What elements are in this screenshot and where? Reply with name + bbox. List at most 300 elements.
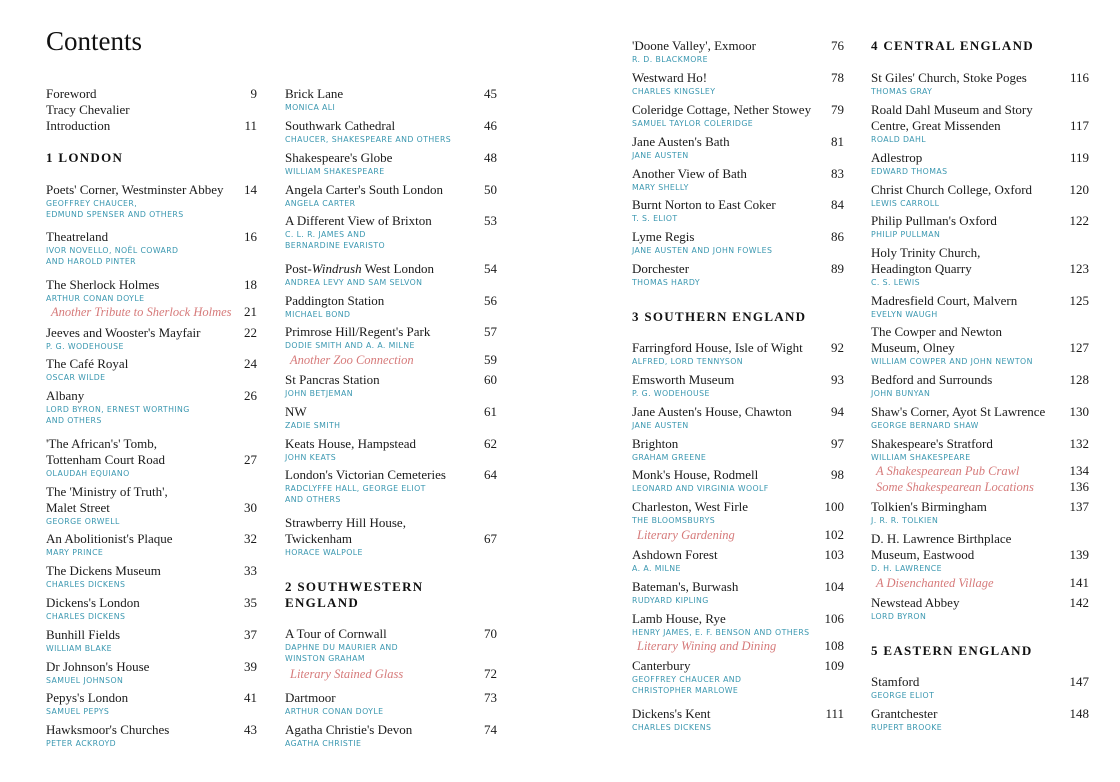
entry-title xyxy=(285,118,497,134)
author-name xyxy=(871,86,1089,97)
entry-title xyxy=(285,182,497,198)
entry-title-line: The Café Royal xyxy=(46,356,129,371)
entry-title-line: St Pancras Station xyxy=(285,372,380,387)
page-number: 122 xyxy=(1069,213,1089,228)
author-name xyxy=(632,54,844,65)
entry-title xyxy=(871,213,1089,229)
page-number: 21 xyxy=(244,304,257,319)
author-line: R. D. BLACKMORE xyxy=(632,55,708,64)
toc-entry xyxy=(46,484,257,527)
entry-title-line: Bunhill Fields xyxy=(46,627,121,642)
entry-title xyxy=(632,70,844,86)
entry-title xyxy=(871,531,1089,563)
entry-title xyxy=(285,261,497,277)
toc-entry xyxy=(871,706,1089,733)
author-name xyxy=(285,706,497,717)
page-number: 56 xyxy=(484,293,497,308)
toc-column xyxy=(871,0,1089,782)
author-name xyxy=(285,166,497,177)
entry-title-line: Strawberry Hill House, xyxy=(285,515,406,530)
page-number: 60 xyxy=(484,372,497,387)
author-name xyxy=(871,198,1089,209)
entry-title-line: Brighton xyxy=(632,436,679,451)
entry-title-line: Theatreland xyxy=(46,229,109,244)
entry-title-line: Albany xyxy=(46,388,85,403)
author-line: T. S. ELIOT xyxy=(632,214,678,223)
entry-title-line: Bedford and Surrounds xyxy=(871,372,993,387)
author-line: JOHN KEATS xyxy=(285,453,337,462)
author-name xyxy=(632,245,844,256)
toc-entry xyxy=(871,674,1089,701)
toc-entry xyxy=(632,436,844,463)
entry-title-line: Museum, Olney xyxy=(871,340,955,355)
toc-entry xyxy=(632,706,844,733)
author-line: WILLIAM SHAKESPEARE xyxy=(285,167,385,176)
page-number: 84 xyxy=(831,197,844,212)
author-line: DAPHNE DU MAURIER AND xyxy=(285,643,399,652)
toc-entry xyxy=(46,531,257,558)
page-number: 76 xyxy=(831,38,844,53)
toc-entry xyxy=(285,150,497,177)
author-name xyxy=(285,420,497,431)
entry-title-line: The Cowper and Newton xyxy=(871,324,1003,339)
author-name xyxy=(632,420,844,431)
page-number: 103 xyxy=(824,547,844,562)
author-line: CHARLES KINGSLEY xyxy=(632,87,716,96)
entry-title-line: Grantchester xyxy=(871,706,938,721)
toc-entry xyxy=(632,134,844,161)
page-number: 100 xyxy=(824,499,844,514)
entry-title xyxy=(632,467,844,483)
author-line: P. G. WODEHOUSE xyxy=(46,342,124,351)
entry-title-line: Shaw's Corner, Ayot St Lawrence xyxy=(871,404,1046,419)
page-number: 24 xyxy=(244,356,257,371)
toc-column xyxy=(46,0,257,782)
author-name xyxy=(871,690,1089,701)
entry-title xyxy=(285,626,497,642)
author-line: ARTHUR CONAN DOYLE xyxy=(46,294,145,303)
author-line: GEORGE BERNARD SHAW xyxy=(871,421,979,430)
toc-entry xyxy=(285,324,497,351)
sub-entry-title: A Disenchanted Village xyxy=(876,576,994,590)
entry-title xyxy=(285,690,497,706)
entry-title xyxy=(871,182,1089,198)
author-name xyxy=(285,277,497,288)
toc-entry xyxy=(871,245,1089,288)
entry-title xyxy=(46,325,257,341)
author-name xyxy=(285,102,497,113)
toc-entry xyxy=(46,356,257,383)
toc-entry xyxy=(871,499,1089,526)
page-number: 109 xyxy=(824,658,844,673)
page-number: 67 xyxy=(484,531,497,546)
page-number: 79 xyxy=(831,102,844,117)
toc-entry xyxy=(46,595,257,622)
entry-title-line: Jeeves and Wooster's Mayfair xyxy=(46,325,201,340)
toc-entry xyxy=(632,261,844,288)
entry-title xyxy=(285,404,497,420)
toc-column xyxy=(285,0,497,782)
entry-title xyxy=(871,674,1089,690)
entry-title-line: Poets' Corner, Westminster Abbey xyxy=(46,182,224,197)
author-line: ARTHUR CONAN DOYLE xyxy=(285,707,384,716)
entry-title-line: Lyme Regis xyxy=(632,229,695,244)
entry-title xyxy=(632,611,844,627)
toc-entry xyxy=(46,690,257,717)
author-name xyxy=(871,388,1089,399)
author-line: MONICA ALI xyxy=(285,103,336,112)
author-name xyxy=(46,293,257,304)
section-heading xyxy=(632,309,844,325)
toc-entry xyxy=(632,229,844,256)
toc-entry xyxy=(871,404,1089,431)
entry-title-line: Tolkien's Birmingham xyxy=(871,499,987,514)
toc-entry xyxy=(285,515,497,558)
page-number: 22 xyxy=(244,325,257,340)
section-heading xyxy=(46,150,257,166)
entry-title xyxy=(632,404,844,420)
author-name xyxy=(632,86,844,97)
page-number: 132 xyxy=(1069,436,1089,451)
author-name xyxy=(285,388,497,399)
page-number: 92 xyxy=(831,340,844,355)
sub-entry-title: Another Tribute to Sherlock Holmes xyxy=(51,305,232,319)
author-line: THOMAS GRAY xyxy=(871,87,933,96)
sub-entry xyxy=(871,479,1089,495)
author-name xyxy=(46,579,257,590)
author-line: EVELYN WAUGH xyxy=(871,310,938,319)
author-name xyxy=(46,468,257,479)
author-name xyxy=(632,563,844,574)
entry-title-line: Adlestrop xyxy=(871,150,923,165)
entry-title xyxy=(46,484,257,516)
sub-entry xyxy=(285,666,497,682)
author-name xyxy=(285,642,497,664)
entry-title-line: Farringford House, Isle of Wight xyxy=(632,340,803,355)
entry-title xyxy=(285,515,497,547)
page-number: 59 xyxy=(484,352,497,367)
author-name xyxy=(632,674,844,696)
toc-entry xyxy=(871,324,1089,367)
author-line: RUPERT BROOKE xyxy=(871,723,943,732)
toc-entry xyxy=(871,102,1089,145)
entry-title xyxy=(46,182,257,198)
page-number: 147 xyxy=(1069,674,1089,689)
page-number: 116 xyxy=(1069,70,1089,85)
author-line: SAMUEL TAYLOR COLERIDGE xyxy=(632,119,754,128)
page-number: 48 xyxy=(484,150,497,165)
author-name xyxy=(46,245,257,267)
entry-title-line: D. H. Lawrence Birthplace xyxy=(871,531,1012,546)
toc-entry xyxy=(46,388,257,426)
entry-title-line: Stamford xyxy=(871,674,920,689)
page-number: 11 xyxy=(244,118,257,133)
entry-title xyxy=(632,38,844,54)
toc-entry xyxy=(46,102,257,118)
page-number: 54 xyxy=(484,261,497,276)
author-line: AND OTHERS xyxy=(46,416,102,425)
author-line: OSCAR WILDE xyxy=(46,373,106,382)
entry-title-line: Jane Austen's Bath xyxy=(632,134,730,149)
sub-entry xyxy=(871,463,1089,479)
entry-title xyxy=(46,722,257,738)
entry-title-line: Headington Quarry xyxy=(871,261,972,276)
page-number: 70 xyxy=(484,626,497,641)
author-name xyxy=(285,483,497,505)
entry-title xyxy=(46,277,257,293)
toc-entry xyxy=(46,659,257,686)
author-name xyxy=(632,277,844,288)
page-number: 117 xyxy=(1069,118,1089,133)
entry-title-line: Hawksmoor's Churches xyxy=(46,722,170,737)
author-name xyxy=(632,722,844,733)
entry-title-line: Westward Ho! xyxy=(632,70,708,85)
entry-title xyxy=(285,324,497,340)
entry-title-line: Dr Johnson's House xyxy=(46,659,150,674)
toc-entry xyxy=(871,150,1089,177)
entry-title xyxy=(632,229,844,245)
page-number: 97 xyxy=(831,436,844,451)
author-line: WINSTON GRAHAM xyxy=(285,654,366,663)
entry-title-line: 'The African's' Tomb, xyxy=(46,436,157,451)
entry-title xyxy=(285,150,497,166)
author-line: GEOFFREY CHAUCER AND xyxy=(632,675,742,684)
toc-entry xyxy=(871,595,1089,622)
toc-entry xyxy=(871,293,1089,320)
page-number: 137 xyxy=(1069,499,1089,514)
entry-title-line: Christ Church College, Oxford xyxy=(871,182,1033,197)
toc-entry xyxy=(632,547,844,574)
entry-title-line: 'Doone Valley', Exmoor xyxy=(632,38,756,53)
entry-title-line: A Tour of Cornwall xyxy=(285,626,387,641)
entry-title-line: Museum, Eastwood xyxy=(871,547,975,562)
sub-entry-title: A Shakespearean Pub Crawl xyxy=(876,464,1020,478)
author-line: LORD BYRON xyxy=(871,612,927,621)
page-number: 120 xyxy=(1069,182,1089,197)
author-name xyxy=(871,229,1089,240)
entry-title xyxy=(46,86,257,102)
author-name xyxy=(871,452,1089,463)
entry-title xyxy=(632,372,844,388)
page-number: 50 xyxy=(484,182,497,197)
entry-title xyxy=(46,595,257,611)
section-heading xyxy=(871,38,1089,54)
entry-title xyxy=(46,531,257,547)
page-number: 43 xyxy=(244,722,257,737)
entry-title xyxy=(632,547,844,563)
page-number: 39 xyxy=(244,659,257,674)
page-number: 72 xyxy=(484,666,497,681)
toc-entry xyxy=(632,166,844,193)
toc-entry xyxy=(46,563,257,590)
entry-title-line: Dartmoor xyxy=(285,690,336,705)
author-name xyxy=(871,166,1089,177)
page-number: 98 xyxy=(831,467,844,482)
toc-entry xyxy=(285,261,497,288)
author-line: A. A. MILNE xyxy=(632,564,681,573)
toc-entry xyxy=(632,340,844,367)
toc-entry xyxy=(632,102,844,129)
author-line: AND HAROLD PINTER xyxy=(46,257,136,266)
author-name xyxy=(871,420,1089,431)
entry-title xyxy=(46,388,257,404)
author-line: MARY PRINCE xyxy=(46,548,104,557)
section-heading-line: 5 EASTERN ENGLAND xyxy=(871,643,1033,658)
author-line: CHARLES DICKENS xyxy=(46,580,126,589)
entry-title xyxy=(871,372,1089,388)
entry-title-line: Foreword xyxy=(46,86,97,101)
entry-title xyxy=(46,118,257,134)
author-line: OLAUDAH EQUIANO xyxy=(46,469,130,478)
entry-title-line: Canterbury xyxy=(632,658,691,673)
page-number: 108 xyxy=(824,638,844,653)
entry-title xyxy=(46,563,257,579)
entry-title-line: Tracy Chevalier xyxy=(46,102,130,117)
author-line: GEOFFREY CHAUCER, xyxy=(46,199,138,208)
entry-title-line: Agatha Christie's Devon xyxy=(285,722,413,737)
page-number: 16 xyxy=(244,229,257,244)
entry-title-line: Holy Trinity Church, xyxy=(871,245,981,260)
page-number: 141 xyxy=(1069,575,1089,590)
italic-word: Windrush xyxy=(311,261,362,276)
toc-column xyxy=(632,0,844,782)
author-name xyxy=(46,706,257,717)
section-heading-line: 3 SOUTHERN ENGLAND xyxy=(632,309,807,324)
author-line: AND OTHERS xyxy=(285,495,341,504)
page-number: 26 xyxy=(244,388,257,403)
page-number: 74 xyxy=(484,722,497,737)
entry-title xyxy=(285,722,497,738)
author-line: GEORGE ORWELL xyxy=(46,517,120,526)
toc-entry xyxy=(285,626,497,664)
toc-entry xyxy=(871,70,1089,97)
toc-entry xyxy=(632,404,844,431)
author-name xyxy=(46,738,257,749)
author-name xyxy=(632,483,844,494)
author-line: LORD BYRON, ERNEST WORTHING xyxy=(46,405,190,414)
entry-title xyxy=(871,404,1089,420)
toc-entry xyxy=(632,467,844,494)
author-line: SAMUEL PEPYS xyxy=(46,707,110,716)
entry-title xyxy=(871,245,1089,277)
author-name xyxy=(632,388,844,399)
entry-title xyxy=(285,213,497,229)
toc-entry xyxy=(46,722,257,749)
author-name xyxy=(632,452,844,463)
author-line: THOMAS HARDY xyxy=(632,278,701,287)
toc-entry xyxy=(871,436,1089,463)
author-line: MARY SHELLY xyxy=(632,183,689,192)
page-number: 18 xyxy=(244,277,257,292)
toc-entry xyxy=(46,325,257,352)
entry-title-line: The Dickens Museum xyxy=(46,563,161,578)
author-line: CHARLES DICKENS xyxy=(632,723,712,732)
author-line: C. L. R. JAMES AND xyxy=(285,230,366,239)
entry-title xyxy=(285,86,497,102)
entry-title-line: Coleridge Cottage, Nether Stowey xyxy=(632,102,812,117)
author-name xyxy=(285,340,497,351)
toc-entry xyxy=(46,229,257,267)
entry-title-line: Lamb House, Rye xyxy=(632,611,726,626)
entry-title-line: Dickens's London xyxy=(46,595,140,610)
entry-title xyxy=(871,102,1089,134)
entry-title-line: Introduction xyxy=(46,118,111,133)
toc-entry xyxy=(632,499,844,526)
toc-entry xyxy=(632,38,844,65)
section-heading xyxy=(871,643,1089,659)
author-line: CHAUCER, SHAKESPEARE AND OTHERS xyxy=(285,135,452,144)
author-line: CHARLES DICKENS xyxy=(46,612,126,621)
entry-title xyxy=(285,293,497,309)
entry-title xyxy=(871,324,1089,356)
author-line: WILLIAM BLAKE xyxy=(46,644,112,653)
author-name xyxy=(871,356,1089,367)
toc-entry xyxy=(46,627,257,654)
entry-title-line: Bateman's, Burwash xyxy=(632,579,739,594)
author-name xyxy=(871,722,1089,733)
entry-title xyxy=(46,627,257,643)
author-name xyxy=(285,738,497,749)
page-number: 104 xyxy=(824,579,844,594)
page-number: 86 xyxy=(831,229,844,244)
entry-title-line: The Sherlock Holmes xyxy=(46,277,160,292)
author-line: IVOR NOVELLO, NOËL COWARD xyxy=(46,246,179,255)
entry-title xyxy=(632,261,844,277)
author-line: ALFRED, LORD TENNYSON xyxy=(632,357,744,366)
entry-title xyxy=(46,659,257,675)
page-number: 102 xyxy=(824,527,844,542)
author-line: RUDYARD KIPLING xyxy=(632,596,709,605)
section-heading-line: 2 SOUTHWESTERN xyxy=(285,579,424,594)
author-line: P. G. WODEHOUSE xyxy=(632,389,710,398)
sub-entry-title: Another Zoo Connection xyxy=(290,353,414,367)
entry-title-line: Pepys's London xyxy=(46,690,129,705)
author-name xyxy=(285,134,497,145)
page-number: 46 xyxy=(484,118,497,133)
page-number: 64 xyxy=(484,467,497,482)
author-line: PETER ACKROYD xyxy=(46,739,117,748)
section-heading-line: 4 CENTRAL ENGLAND xyxy=(871,38,1034,53)
entry-title-line: Tottenham Court Road xyxy=(46,452,165,467)
toc-entry xyxy=(285,86,497,113)
entry-title xyxy=(632,134,844,150)
page-number: 142 xyxy=(1069,595,1089,610)
toc-entry xyxy=(46,182,257,220)
entry-title xyxy=(871,150,1089,166)
page-number: 83 xyxy=(831,166,844,181)
entry-title-line: Charleston, West Firle xyxy=(632,499,749,514)
author-line: CHRISTOPHER MARLOWE xyxy=(632,686,739,695)
entry-title xyxy=(871,595,1089,611)
entry-title-line: Emsworth Museum xyxy=(632,372,735,387)
author-line: HENRY JAMES, E. F. BENSON AND OTHERS xyxy=(632,628,810,637)
author-line: JOHN BUNYAN xyxy=(871,389,931,398)
entry-title xyxy=(871,293,1089,309)
entry-title xyxy=(285,436,497,452)
author-name xyxy=(871,309,1089,320)
page-number: 37 xyxy=(244,627,257,642)
page-number: 81 xyxy=(831,134,844,149)
page-number: 45 xyxy=(484,86,497,101)
author-line: THE BLOOMSBURYS xyxy=(632,516,716,525)
author-name xyxy=(46,611,257,622)
entry-title-line: Ashdown Forest xyxy=(632,547,718,562)
entry-title-line: The 'Ministry of Truth', xyxy=(46,484,168,499)
author-name xyxy=(46,372,257,383)
entry-title xyxy=(285,372,497,388)
toc-entry xyxy=(285,467,497,505)
author-line: AGATHA CHRISTIE xyxy=(285,739,362,748)
